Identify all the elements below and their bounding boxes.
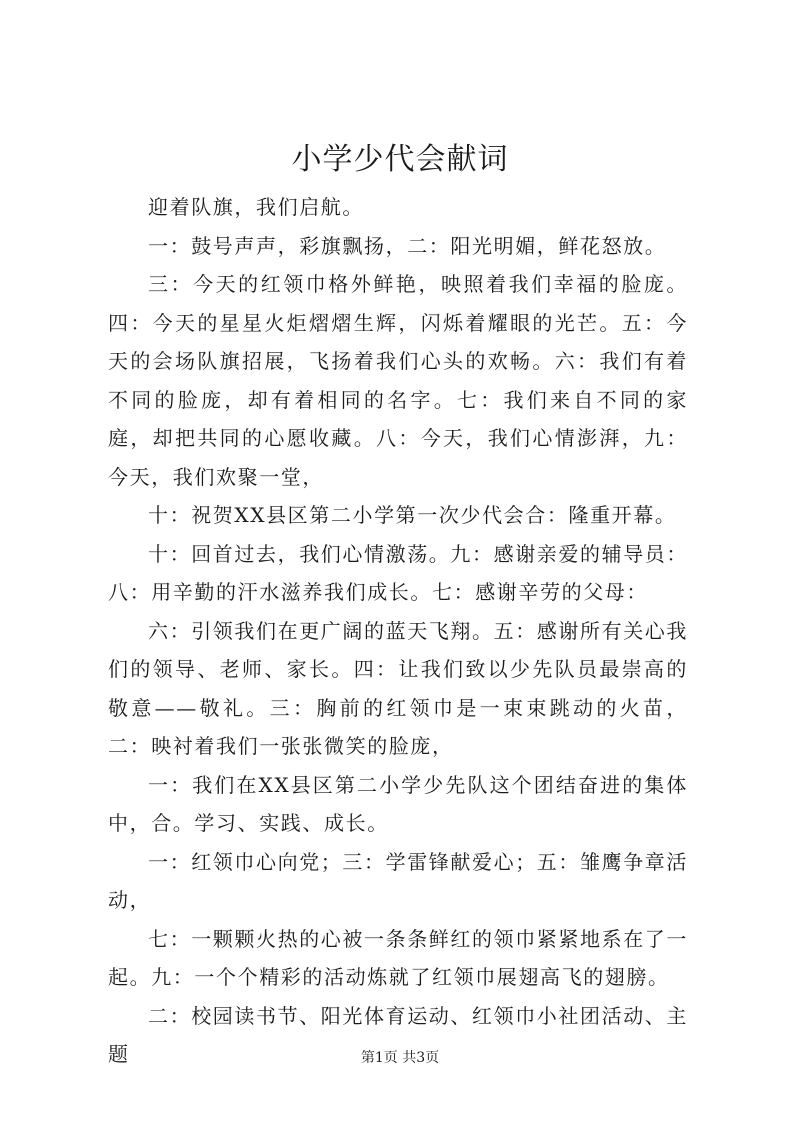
document-body bbox=[108, 188, 688, 1074]
paragraph: 一：红领巾心向党；三：学雷锋献爱心；五：雏鹰争章活动， bbox=[108, 849, 688, 912]
page-footer: 第1页 共3页 bbox=[360, 1050, 440, 1066]
paragraph: 十：回首过去，我们心情激荡。九：感谢亲爱的辅导员：八：用辛勤的汗水滋养我们成长。七：感谢辛劳的父母： bbox=[108, 541, 688, 604]
paragraph: 七：一颗颗火热的心被一条条鲜红的领巾紧紧地系在了一起。九：一个个精彩的活动炼就了红领巾展翅高飞的翅膀。 bbox=[108, 926, 688, 989]
paragraph: 三：今天的红领巾格外鲜艳，映照着我们幸福的脸庞。四：今天的星星火炬熠熠生辉，闪烁着耀眼的光芒。五：今天的会场队旗招展，飞扬着我们心头的欢畅。六：我们有着不同的脸庞，却有着相同的名字。七：我们来自不同的家庭，却把共同的心愿收藏。八：今天，我们心情澎湃，九：今天，我们欢聚一堂， bbox=[108, 272, 688, 489]
paragraph: 二：校园读书节、阳光体育运动、红领巾小社团活动、主题 bbox=[108, 1003, 688, 1066]
paragraph: 迎着队旗，我们启航。 bbox=[148, 195, 364, 219]
paragraph: 一：鼓号声声，彩旗飘扬，二：阳光明媚，鲜花怒放。 bbox=[148, 233, 667, 258]
paragraph: 十：祝贺XX县区第二小学第一次少代会合：隆重开幕。 bbox=[148, 503, 677, 527]
paragraph: 一：我们在XX县区第二小学少先队这个团结奋进的集体中，合。学习、实践、成长。 bbox=[108, 772, 688, 835]
paragraph: 六：引领我们在更广阔的蓝天飞翔。五：感谢所有关心我们的领导、老师、家长。四：让我们致以少先队员最崇高的敬意——敬礼。三：胸前的红领巾是一束束跳动的火苗，二：映衬着我们一张张微笑的脸庞， bbox=[108, 618, 688, 758]
document-title: 小学少代会献词 bbox=[291, 142, 509, 177]
